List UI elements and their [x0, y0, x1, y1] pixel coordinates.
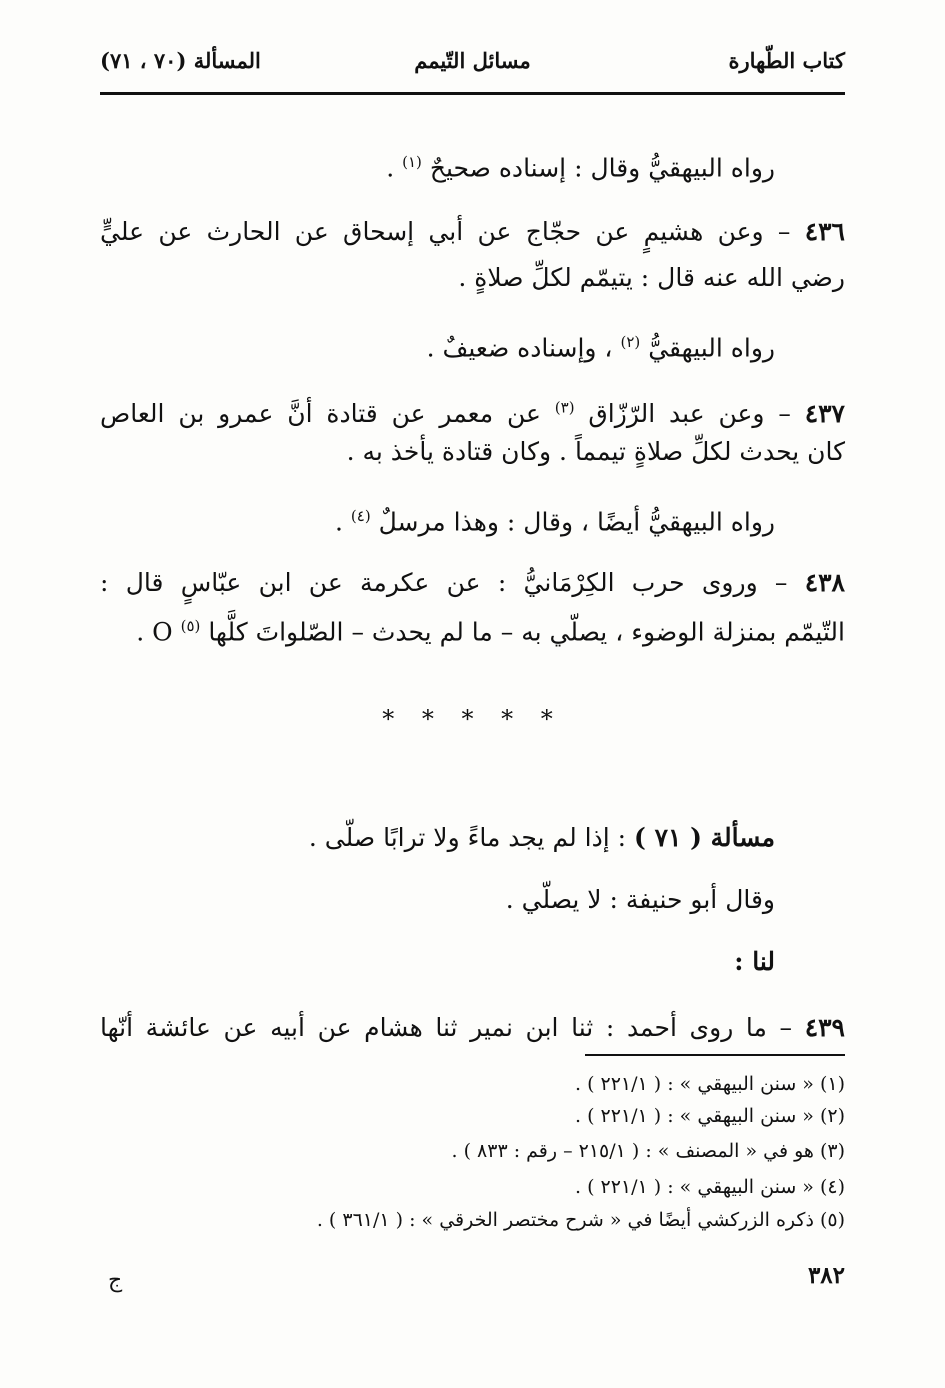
- hadith-436-line-2: رضي الله عنه قال : يتيمّم لكلِّ صلاةٍ .: [458, 263, 845, 292]
- hadith-439-line-1: ٤٣٩ – ما روى أحمد : ثنا ابن نمير ثنا هشام عن أبيه عن عائشة أنّها: [100, 1013, 845, 1042]
- signature-mark: ج: [108, 1268, 123, 1293]
- hadith-number: ٤٣٧: [804, 399, 845, 429]
- footnote-4: (٤) « سنن البيهقي » : ( ٢٢١/١ ) .: [574, 1176, 845, 1198]
- issue-heading: مسألة ( ٧١ ): [634, 823, 775, 852]
- footnote-ref-1: (١): [402, 153, 422, 171]
- footnote-ref-2: (٢): [620, 333, 641, 351]
- issue-71-statement: مسألة ( ٧١ ) : إذا لم يجد ماءً ولا ترابًا صلّى .: [308, 823, 775, 852]
- hadith-number: ٤٣٩: [804, 1013, 845, 1042]
- body-line-7: رواه البيهقيُّ أيضًا ، وقال : وهذا مرسلٌ $^{(٤)}$ .: [334, 507, 775, 537]
- footnote-ref-4: (٤): [350, 507, 371, 525]
- running-header: [100, 48, 845, 84]
- header-issue-numbers: المسألة (٧٠ ، ٧١): [100, 48, 261, 73]
- footnote-1: (١) « سنن البيهقي » : ( ٢٢١/١ ) .: [574, 1073, 845, 1095]
- footnote-rule: [585, 1054, 845, 1056]
- hadith-438-line-1: ٤٣٨ – وروى حرب الكِرْمَانيُّ : عن عكرمة عن ابن عبّاسٍ قال :: [100, 568, 845, 597]
- header-chapter-title: مسائل التّيمم: [414, 48, 531, 73]
- hadith-437-line-2: كان يحدث لكلِّ صلاةٍ تيمماً . وكان قتادة يأخذ به .: [346, 437, 845, 466]
- footnote-5: (٥) ذكره الزركشي أيضًا في « شرح مختصر الخرقي » : ( ٣٦١/١ ) .: [316, 1209, 845, 1231]
- footnote-ref-5: (٥): [180, 617, 201, 635]
- hadith-437-line-1: ٤٣٧ – وعن عبد الرّزّاق $^{(٣)}$ عن معمر عن قتادة أنَّ عمرو بن العاص: [100, 399, 845, 429]
- hadith-number: ٤٣٨: [804, 568, 845, 597]
- body-line-1: رواه البيهقيُّ وقال : إسناده صحيحٌ $^{(١)}$ .: [386, 153, 775, 183]
- header-rule: [100, 92, 845, 95]
- footnote-2: (٢) « سنن البيهقي » : ( ٢٢١/١ ) .: [574, 1105, 845, 1127]
- hadith-438-line-2: التّيمّم بمنزلة الوضوء ، يصلّي به – ما لم يحدث – الصّلواتَ كلَّها $^{(٥)}$ O .: [136, 617, 845, 647]
- footnote-ref-3: (٣): [554, 399, 575, 417]
- hadith-number: ٤٣٦: [804, 217, 845, 246]
- hadith-436-line-1: ٤٣٦ – وعن هشيمٍ عن حجّاج عن أبي إسحاق عن الحارث عن عليٍّ: [100, 217, 845, 246]
- section-divider-stars: * * * * *: [382, 705, 563, 733]
- page-number: ٣٨٢: [807, 1262, 845, 1289]
- body-line-4: رواه البيهقيُّ $^{(٢)}$ ، وإسناده ضعيفٌ .: [426, 333, 775, 363]
- issue-71-our-evidence: لنا :: [734, 947, 775, 976]
- issue-71-opposing-view: وقال أبو حنيفة : لا يصلّي .: [505, 885, 775, 914]
- footnote-3: (٣) هو في « المصنف » : ( ٢١٥/١ – رقم : ٨٣٣ ) .: [451, 1140, 845, 1162]
- header-book-title: كتاب الطّهارة: [728, 48, 845, 73]
